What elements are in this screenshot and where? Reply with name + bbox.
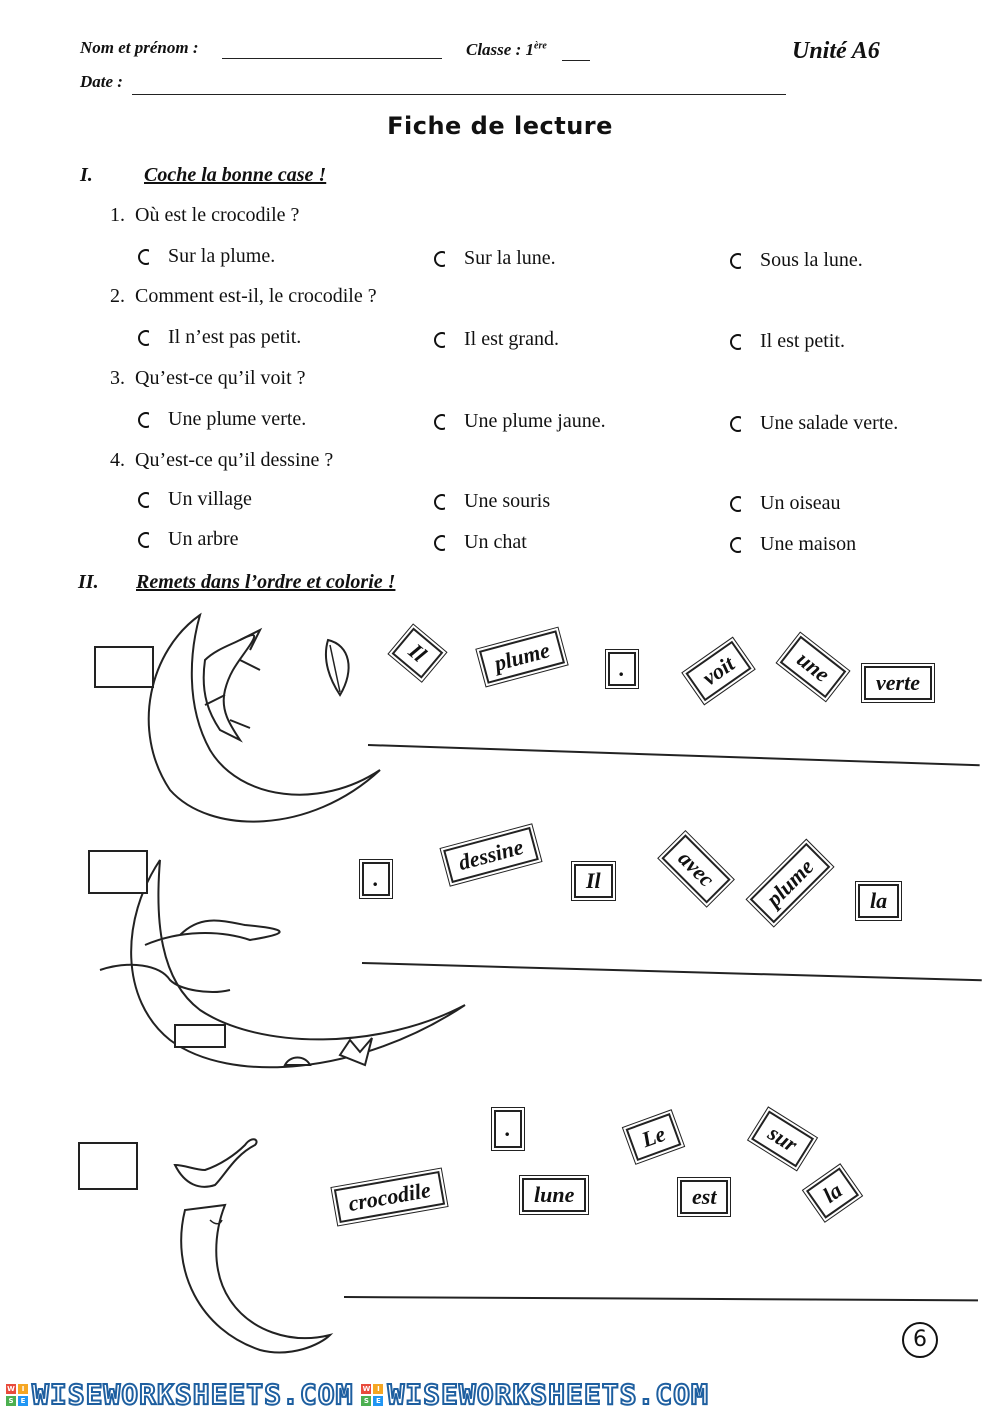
option-2c[interactable]: Il est petit.: [730, 330, 845, 353]
brand-icon: W I S E: [6, 1384, 28, 1406]
question-4: 4. Qu’est-ce qu’il dessine ?: [110, 449, 334, 471]
word-card[interactable]: une: [780, 636, 847, 699]
word-card[interactable]: Le: [626, 1113, 682, 1161]
option-4c[interactable]: Un oiseau: [730, 492, 841, 515]
question-1: 1. Où est le crocodile ?: [110, 204, 300, 226]
word-card[interactable]: avec: [661, 834, 731, 904]
radio-circle-icon[interactable]: [138, 532, 154, 548]
word-card[interactable]: voit: [685, 641, 751, 702]
brand-logo: [361, 1378, 708, 1411]
word-card[interactable]: .: [494, 1110, 522, 1148]
word-card[interactable]: plume: [479, 630, 565, 684]
option-3c[interactable]: Une salade verte.: [730, 412, 898, 435]
word-card[interactable]: verte: [864, 666, 932, 700]
radio-circle-icon[interactable]: [434, 494, 450, 510]
word-card[interactable]: .: [362, 862, 390, 896]
option-4b[interactable]: Une souris: [434, 490, 550, 513]
radio-circle-icon[interactable]: [730, 253, 746, 269]
option-2b[interactable]: Il est grand.: [434, 328, 559, 351]
date-input-line[interactable]: [132, 94, 786, 95]
radio-circle-icon[interactable]: [730, 537, 746, 553]
page-title: Fiche de lecture: [387, 112, 613, 140]
radio-circle-icon[interactable]: [434, 535, 450, 551]
question-2: 2. Comment est-il, le crocodile ?: [110, 285, 377, 307]
word-card[interactable]: plume: [750, 843, 831, 924]
brand-icon: W I S E: [361, 1384, 383, 1406]
radio-circle-icon[interactable]: [138, 492, 154, 508]
radio-circle-icon[interactable]: [138, 249, 154, 265]
word-card[interactable]: Il: [574, 864, 613, 898]
radio-circle-icon[interactable]: [434, 332, 450, 348]
unit-label: Unité A6: [792, 38, 880, 64]
radio-circle-icon[interactable]: [434, 414, 450, 430]
option-1a[interactable]: Sur la plume.: [138, 245, 275, 268]
name-input-line[interactable]: [222, 58, 442, 59]
order-answer-box-3[interactable]: [78, 1142, 138, 1190]
page-number: 6: [902, 1322, 938, 1358]
option-4f[interactable]: Une maison: [730, 533, 856, 556]
answer-line-3[interactable]: [344, 1296, 978, 1301]
option-3a[interactable]: Une plume verte.: [138, 408, 306, 431]
word-card[interactable]: dessine: [443, 827, 539, 883]
class-input-line[interactable]: [562, 60, 590, 61]
option-4a[interactable]: Un village: [138, 488, 252, 511]
order-answer-box-1[interactable]: [94, 646, 154, 688]
word-card[interactable]: est: [680, 1180, 728, 1214]
word-card[interactable]: .: [608, 652, 636, 686]
section-2-heading: Remets dans l’ordre et colorie !: [136, 571, 396, 593]
option-1c[interactable]: Sous la lune.: [730, 249, 863, 272]
crocodile-on-moon-illustration: [90, 600, 410, 840]
radio-circle-icon[interactable]: [730, 496, 746, 512]
option-4d[interactable]: Un arbre: [138, 528, 239, 551]
word-card[interactable]: crocodile: [334, 1171, 445, 1223]
section-1-heading: Coche la bonne case !: [144, 164, 327, 186]
option-1b[interactable]: Sur la lune.: [434, 247, 556, 270]
radio-circle-icon[interactable]: [730, 416, 746, 432]
question-3: 3. Qu’est-ce qu’il voit ?: [110, 367, 306, 389]
crocodile-above-moon-illustration: [160, 1130, 340, 1360]
radio-circle-icon[interactable]: [730, 334, 746, 350]
date-label: Date :: [80, 72, 123, 91]
word-card[interactable]: lune: [522, 1178, 586, 1212]
brand-logo: [6, 1378, 353, 1411]
brand-text: WISEWORKSHEETS.COM: [387, 1378, 709, 1411]
word-card[interactable]: sur: [751, 1110, 814, 1167]
section-1-number: I.: [80, 164, 93, 186]
option-2a[interactable]: Il n’est pas petit.: [138, 326, 301, 349]
radio-circle-icon[interactable]: [434, 251, 450, 267]
radio-circle-icon[interactable]: [138, 412, 154, 428]
name-label: Nom et prénom :: [80, 38, 199, 57]
section-2-number: II.: [78, 571, 99, 593]
footer-watermark: [0, 1376, 1000, 1413]
word-card[interactable]: la: [806, 1167, 859, 1218]
option-4e[interactable]: Un chat: [434, 531, 527, 554]
class-label: Classe : 1ère: [466, 40, 547, 59]
radio-circle-icon[interactable]: [138, 330, 154, 346]
word-card[interactable]: Il: [392, 628, 443, 679]
answer-line-1[interactable]: [368, 744, 980, 766]
order-answer-box-2[interactable]: [88, 850, 148, 894]
word-card[interactable]: la: [858, 884, 899, 918]
option-3b[interactable]: Une plume jaune.: [434, 410, 606, 433]
brand-text: WISEWORKSHEETS.COM: [32, 1378, 354, 1411]
